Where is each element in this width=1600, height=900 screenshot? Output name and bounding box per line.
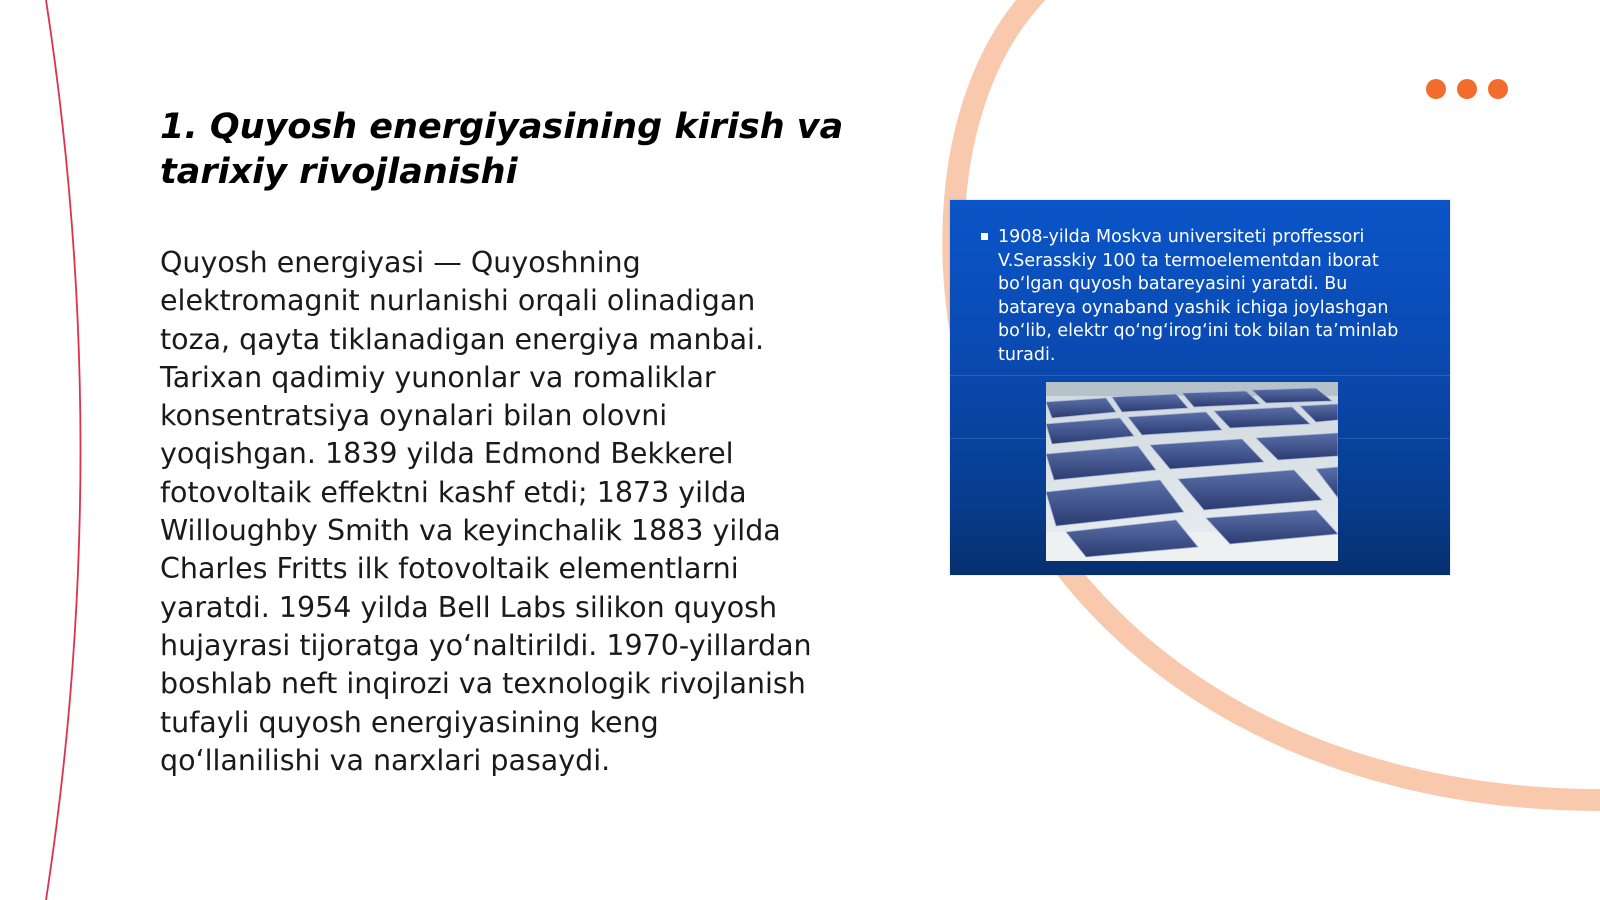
dot [1488,79,1508,99]
embedded-slide-image [950,200,1450,575]
solar-panels-photo [1046,382,1338,561]
solar-panels-illustration [1046,382,1338,561]
dot [1457,79,1477,99]
left-red-curve [46,0,81,900]
slide-title: 1. Quyosh energiyasining kirish va tarixiy rivojlanishi [160,107,844,192]
bullet-icon [981,233,988,240]
divider [950,375,1450,376]
three-dots-icon [1426,79,1508,99]
slide-body-text: Quyosh energiyasi — Quyoshning elektromagnit nurlanishi orqali olinadigan toza, qayta tiklanadigan energiya manbai. Tarixan qadimiy yunonlar va romaliklar konsentratsiya oynalari bilan olovni yoqishgan. 1839 yilda Edmond Bekkerel fotovoltaik effektni kashf etdi; 1873 yilda Willoughby Smith va keyinchalik 1883 yilda Charles Fritts ilk fotovoltaik elementlarni yaratdi. 1954 yilda Bell Labs silikon quyosh hujayrasi tijoratga yo‘naltirildi. 1970-yillardan boshlab neft inqirozi va texnologik rivojlanish tufayli quyosh energiyasining keng qo‘llanilishi va narxlari pasaydi. [160,246,812,777]
image-bullet-text: 1908-yilda Moskva universiteti proffessori V.Serasskiy 100 ta termoelementdan iborat bo‘lgan quyosh batareyasini yaratdi. Bu batareya oynaband yashik ichiga joylashgan bo‘lib, elektr qo‘ng‘irog‘ini tok bilan ta’minlab turadi. [998,227,1399,365]
dot [1426,79,1446,99]
